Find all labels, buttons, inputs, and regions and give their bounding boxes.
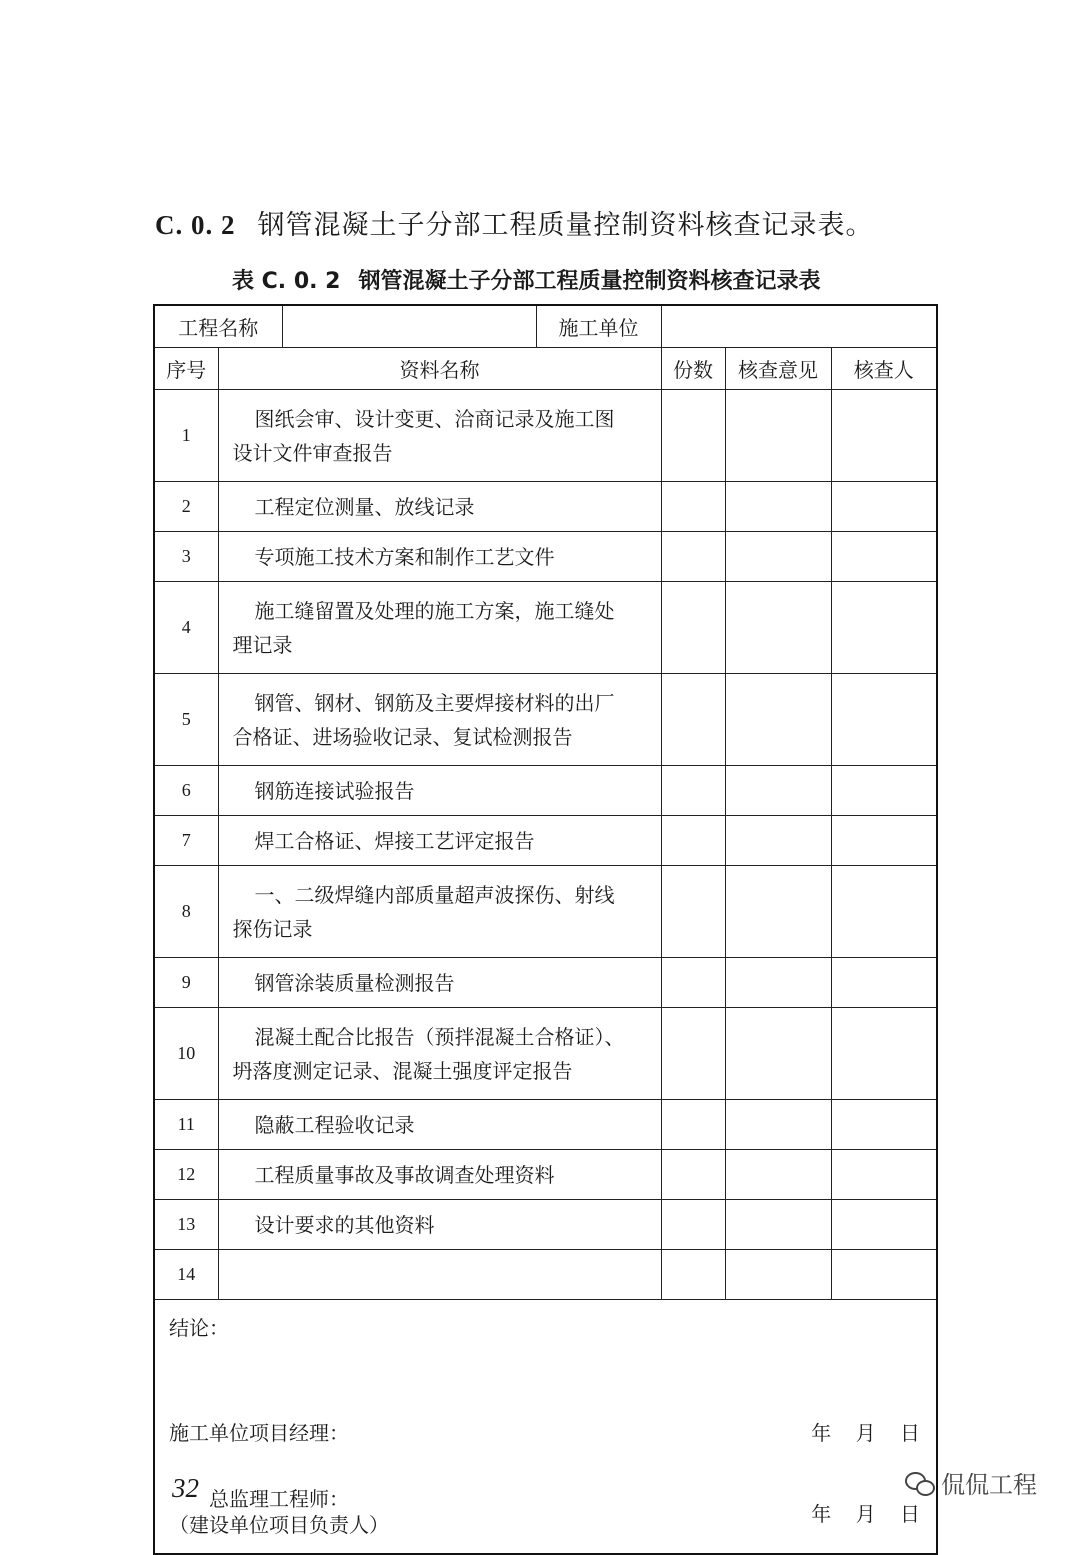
row-item-line: 一、二级焊缝内部质量超声波探伤、射线 xyxy=(254,882,615,907)
row-copies-cell[interactable] xyxy=(661,866,725,958)
row-item-line: 隐蔽工程验收记录 xyxy=(254,1112,415,1137)
row-checker-cell[interactable] xyxy=(831,1008,937,1100)
row-seq: 12 xyxy=(154,1150,218,1200)
row-seq: 13 xyxy=(154,1200,218,1250)
row-checker-cell[interactable] xyxy=(831,1100,937,1150)
row-opinion-cell[interactable] xyxy=(725,866,831,958)
row-item-line: 混凝土配合比报告（预拌混凝土合格证）、 xyxy=(254,1024,625,1049)
row-item-line: 焊工合格证、焊接工艺评定报告 xyxy=(254,828,535,853)
row-copies-cell[interactable] xyxy=(661,1008,725,1100)
conclusion-cell[interactable] xyxy=(154,1300,937,1555)
row-item-line: 专项施工技术方案和制作工艺文件 xyxy=(254,544,555,569)
row-seq: 2 xyxy=(154,482,218,532)
row-copies-cell[interactable] xyxy=(661,958,725,1008)
supervisor-date: 年 月 日 xyxy=(811,1502,920,1526)
row-copies-cell[interactable] xyxy=(661,766,725,816)
wechat-icon xyxy=(905,1471,935,1495)
row-item-line: 钢管涂装质量检测报告 xyxy=(254,970,455,995)
section-number: C. 0. 2 xyxy=(155,210,236,240)
project-manager-label: 施工单位项目经理： xyxy=(169,1421,349,1445)
row-checker-cell[interactable] xyxy=(831,1200,937,1250)
row-item-line: 坍落度测定记录、混凝土强度评定报告 xyxy=(232,1058,573,1083)
row-item-name xyxy=(218,1200,661,1250)
table-row xyxy=(154,866,937,958)
row-opinion-cell[interactable] xyxy=(725,816,831,866)
row-seq: 4 xyxy=(154,582,218,674)
row-opinion-cell[interactable] xyxy=(725,766,831,816)
row-copies-cell[interactable] xyxy=(661,674,725,766)
table-row xyxy=(154,390,937,482)
row-checker-cell[interactable] xyxy=(831,866,937,958)
row-item-line: 探伤记录 xyxy=(232,916,313,941)
row-seq: 8 xyxy=(154,866,218,958)
pm-date: 年 月 日 xyxy=(811,1421,920,1445)
row-item-name xyxy=(218,674,661,766)
row-checker-cell[interactable] xyxy=(831,482,937,532)
row-checker-cell[interactable] xyxy=(831,532,937,582)
row-seq: 3 xyxy=(154,532,218,582)
row-item-name xyxy=(218,532,661,582)
row-item-line: 钢管、钢材、钢筋及主要焊接材料的出厂 xyxy=(254,690,615,715)
table-row xyxy=(154,1250,937,1300)
row-checker-cell[interactable] xyxy=(831,582,937,674)
table-caption xyxy=(232,264,820,295)
section-title-text: 钢管混凝土子分部工程质量控制资料核查记录表。 xyxy=(257,210,874,241)
table-number: 表 C. 0. 2 xyxy=(232,269,341,294)
project-name-label: 工程名称 xyxy=(154,305,282,348)
row-opinion-cell[interactable] xyxy=(725,1100,831,1150)
row-item-name xyxy=(218,958,661,1008)
row-item-line: 工程质量事故及事故调查处理资料 xyxy=(254,1162,555,1187)
row-opinion-cell[interactable] xyxy=(725,1250,831,1300)
review-record-table xyxy=(153,304,938,1555)
row-seq: 9 xyxy=(154,958,218,1008)
header-checker: 核查人 xyxy=(831,348,937,390)
header-copies: 份数 xyxy=(661,348,725,390)
row-copies-cell[interactable] xyxy=(661,482,725,532)
row-opinion-cell[interactable] xyxy=(725,674,831,766)
row-item-name xyxy=(218,1250,661,1300)
row-opinion-cell[interactable] xyxy=(725,390,831,482)
table-row xyxy=(154,532,937,582)
section-title xyxy=(155,203,874,242)
row-item-name xyxy=(218,866,661,958)
row-seq: 5 xyxy=(154,674,218,766)
watermark xyxy=(905,1465,1037,1500)
row-item-line: 图纸会审、设计变更、洽商记录及施工图 xyxy=(254,406,615,431)
row-seq: 1 xyxy=(154,390,218,482)
row-copies-cell[interactable] xyxy=(661,1250,725,1300)
row-item-line: 施工缝留置及处理的施工方案，施工缝处 xyxy=(254,598,615,623)
row-item-name xyxy=(218,582,661,674)
row-copies-cell[interactable] xyxy=(661,1150,725,1200)
row-checker-cell[interactable] xyxy=(831,816,937,866)
row-checker-cell[interactable] xyxy=(831,1150,937,1200)
row-seq: 6 xyxy=(154,766,218,816)
header-opinion: 核查意见 xyxy=(725,348,831,390)
table-row xyxy=(154,1100,937,1150)
row-opinion-cell[interactable] xyxy=(725,1008,831,1100)
table-row xyxy=(154,816,937,866)
conclusion-label: 结论： xyxy=(169,1316,229,1340)
row-opinion-cell[interactable] xyxy=(725,958,831,1008)
row-item-line: 合格证、进场验收记录、复试检测报告 xyxy=(232,724,573,749)
row-checker-cell[interactable] xyxy=(831,766,937,816)
row-opinion-cell[interactable] xyxy=(725,482,831,532)
row-copies-cell[interactable] xyxy=(661,1200,725,1250)
row-checker-cell[interactable] xyxy=(831,674,937,766)
header-row xyxy=(154,348,937,390)
row-item-line: 理记录 xyxy=(232,632,293,657)
row-checker-cell[interactable] xyxy=(831,958,937,1008)
row-opinion-cell[interactable] xyxy=(725,532,831,582)
watermark-text: 侃侃工程 xyxy=(941,1471,1037,1499)
table-row xyxy=(154,1150,937,1200)
row-item-name xyxy=(218,766,661,816)
row-item-name xyxy=(218,1008,661,1100)
construction-unit-field[interactable] xyxy=(661,305,937,348)
chief-supervisor-label: 总监理工程师： xyxy=(209,1487,349,1511)
row-checker-cell[interactable] xyxy=(831,1250,937,1300)
table-row xyxy=(154,1200,937,1250)
row-copies-cell[interactable] xyxy=(661,532,725,582)
row-seq: 14 xyxy=(154,1250,218,1300)
row-copies-cell[interactable] xyxy=(661,816,725,866)
construction-unit-label: 施工单位 xyxy=(536,305,661,348)
row-opinion-cell[interactable] xyxy=(725,582,831,674)
row-copies-cell[interactable] xyxy=(661,390,725,482)
row-copies-cell[interactable] xyxy=(661,1100,725,1150)
row-seq: 10 xyxy=(154,1008,218,1100)
row-checker-cell[interactable] xyxy=(831,390,937,482)
row-item-line: 钢筋连接试验报告 xyxy=(254,778,415,803)
row-seq: 11 xyxy=(154,1100,218,1150)
table-row xyxy=(154,482,937,532)
row-item-line: 设计文件审查报告 xyxy=(232,440,393,465)
table-row xyxy=(154,766,937,816)
owner-representative-label: （建设单位项目负责人） xyxy=(169,1513,389,1537)
row-seq: 7 xyxy=(154,816,218,866)
table-caption-text: 钢管混凝土子分部工程质量控制资料核查记录表 xyxy=(358,269,821,294)
row-opinion-cell[interactable] xyxy=(725,1150,831,1200)
row-item-line: 工程定位测量、放线记录 xyxy=(254,494,475,519)
table-row xyxy=(154,582,937,674)
row-item-name xyxy=(218,390,661,482)
project-info-row xyxy=(154,305,937,348)
conclusion-row xyxy=(154,1300,937,1555)
table-row xyxy=(154,674,937,766)
row-item-line: 设计要求的其他资料 xyxy=(254,1212,435,1237)
header-item: 资料名称 xyxy=(218,348,661,390)
page-number: 32 xyxy=(172,1473,199,1503)
row-item-name xyxy=(218,482,661,532)
row-item-name xyxy=(218,816,661,866)
row-copies-cell[interactable] xyxy=(661,582,725,674)
header-seq: 序号 xyxy=(154,348,218,390)
project-name-field[interactable] xyxy=(282,305,536,348)
row-item-name xyxy=(218,1150,661,1200)
table-row xyxy=(154,958,937,1008)
row-item-name xyxy=(218,1100,661,1150)
table-row xyxy=(154,1008,937,1100)
row-opinion-cell[interactable] xyxy=(725,1200,831,1250)
